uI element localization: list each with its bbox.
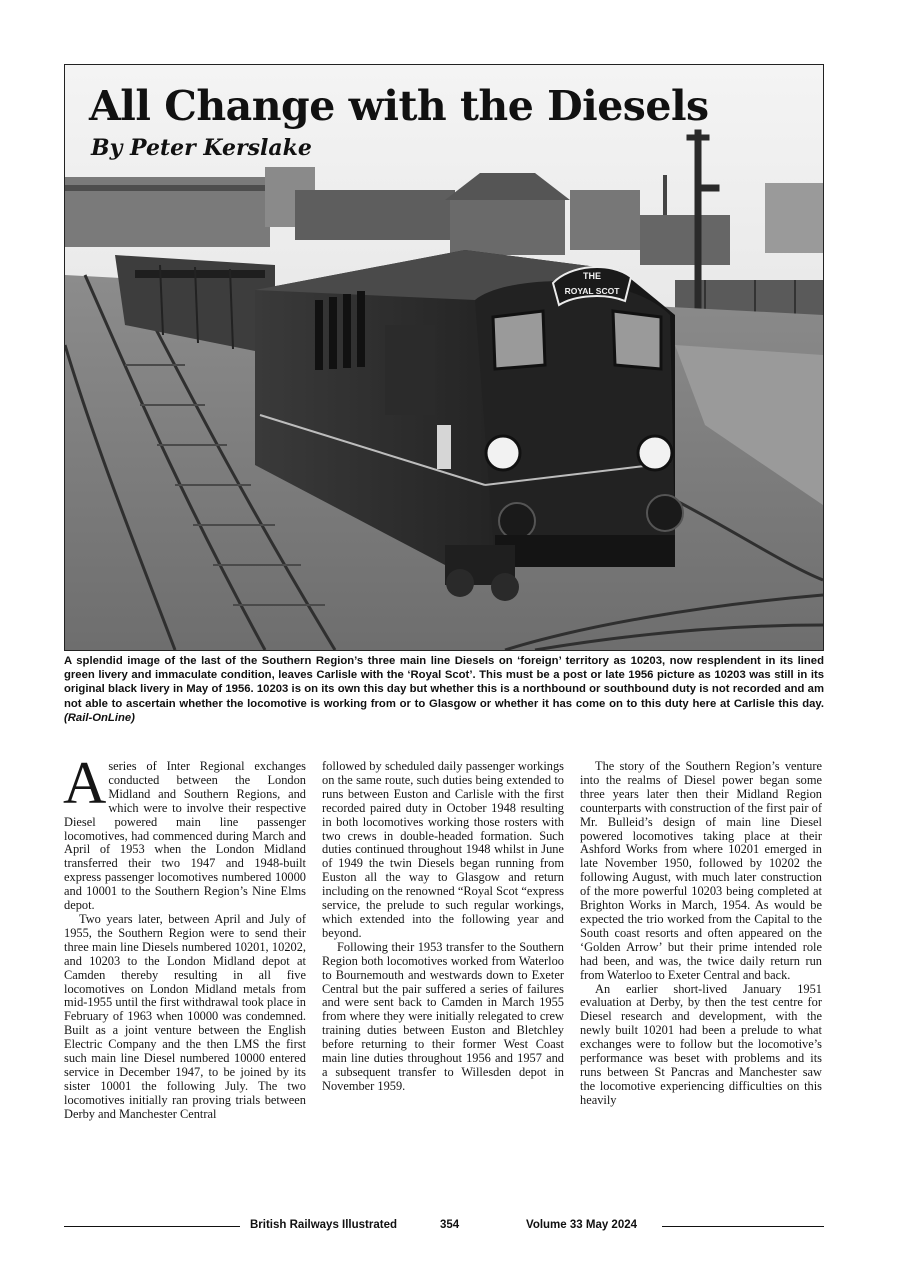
headboard-bottom-text: ROYAL SCOT: [564, 286, 620, 296]
caption-credit: (Rail-OnLine): [64, 711, 135, 724]
headboard-top-text: THE: [583, 271, 601, 281]
locomotive-photo: [64, 64, 824, 651]
footer-magazine-title: British Railways Illustrated: [250, 1219, 397, 1231]
photo-caption: [64, 654, 824, 725]
caption-text: A splendid image of the last of the Southern Region’s three main line Diesels on ‘foreign’ territory as 10203, now resplendent in its lined green livery and immaculate condition, leaves Carlisle with the ‘Royal Scot’. This must be a post or late 1956 picture as 10203 was still in its original black livery in May of 1956. 10203 is on its own this day but whether this is a northbound or southbound duty is not recorded and am not able to ascertain whether the locomotive is working from or to Glasgow or whether it has come on to this duty here at Carlisle this day.: [64, 655, 824, 710]
article-byline: By Peter Kerslake: [91, 135, 312, 161]
drop-cap: A: [63, 750, 107, 816]
paragraph: Following their 1953 transfer to the Southern Region both locomotives worked from Waterloo to Bournemouth and westwards down to Exeter Central but the pair suffered a series of failures and were sent back to Camden in March 1955 from where they were initially relegated to crew training duties between Euston and Bletchley before returning to their former West Coast main line duties throughout 1956 and 1957 and a subsequent transfer to Willesden depot in November 1959.: [322, 939, 564, 1093]
footer-rule-left: [64, 1226, 240, 1227]
footer-rule-right: [662, 1226, 824, 1227]
page-footer: [64, 1217, 824, 1237]
paragraph: [63, 750, 306, 913]
paragraph: An earlier short-lived January 1951 evaluation at Derby, by then the test centre for Diesel research and development, with the newly built 10201 had been a prelude to what exchanges were to follow but the locomotive’s performance was beset with problems and its runs between St Pancras and Manchester saw the locomotive experiencing difficulties on this heavily: [580, 981, 822, 1107]
article-title: All Change with the Diesels: [89, 82, 709, 130]
body-column-3: [580, 760, 822, 1108]
footer-page-number: 354: [440, 1219, 460, 1231]
footer-volume: Volume 33 May 2024: [526, 1219, 638, 1231]
body-column-1: [63, 750, 306, 1122]
paragraph: followed by scheduled daily passenger workings on the same route, such duties being extended to runs between Euston and Carlisle with the first recorded paired duty in October 1948 resulting in both locomotives working those rosters with two crews in double-headed formation. Such duties continued throughout 1948 whilst in June of 1949 the twin Diesels began running from Euston all the way to Glasgow and return including on the renowned “Royal Scot “express service, the prelude to such regular workings, which extended into the following year and beyond.: [322, 759, 564, 940]
body-column-2: [322, 760, 564, 1094]
paragraph: Two years later, between April and July of 1955, the Southern Region were to send their three main line Diesels numbered 10201, 10202, and 10203 to the London Midland depot at Camden thereby resulting in all five locomotives on London Midland metals from mid-1955 until the first withdrawal took place in February of 1963 when 10000 was condemned. Built as a joint venture between the English Electric Company and the then LMS the first such main line Diesel numbered 10000 entered service in December 1947, to be joined by its sister 10001 the following July. The two locomotives initially ran proving trials between Derby and Manchester Central: [64, 911, 306, 1121]
paragraph: The story of the Southern Region’s venture into the realms of Diesel power began some three years later then their Midland Region counterparts with construction of the first pair of Mr. Bulleid’s design of main line Diesel powered locomotives taking place at their Ashford Works from where 10201 emerged in late November 1950, followed by 10202 the following August, with much later construction of the more powerful 10203 being completed at Brighton Works in March, 1954. As would be expected the trio worked from the Capital to the South coast resorts and often appeared on the ‘Golden Arrow’ but their prime intended role had been, and was, the twice daily return run from Waterloo to Exeter Central and back.: [580, 759, 822, 982]
paragraph-text: series of Inter Regional exchanges conducted between the London Midland and Southern Regions, and which were to involve their respective Diesel powered main line passenger locomotives, had commenced during March and April of 1953 when the London Midland transferred their two 1947 and 1948-built express passenger locomotives numbered 10000 and 10001 to the Southern Region’s Nine Elms depot.: [64, 759, 306, 913]
